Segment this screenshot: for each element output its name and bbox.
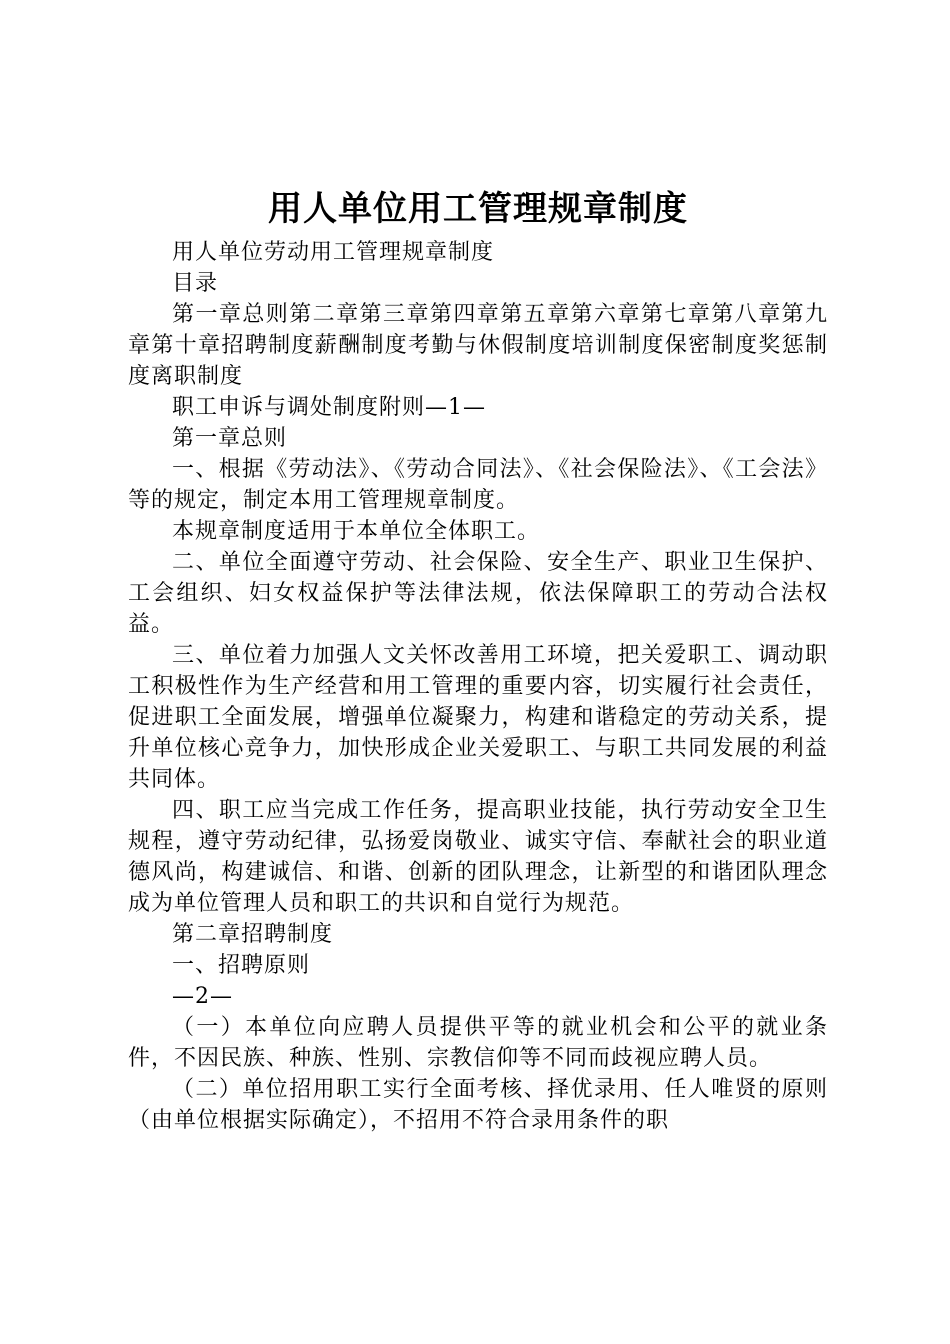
paragraph-article-3: 三、单位着力加强人文关怀改善用工环境，把关爱职工、调动职工积极性作为生产经营和用工管理的重要内容，切实履行社会责任，促进职工全面发展，增强单位凝聚力，构建和谐稳定的劳动关系，提升单位核心竞争力，加快形成企业关爱职工、与职工共同发展的利益共同体。 [128, 643, 828, 792]
chapter-1-heading: 第一章总则 [172, 426, 288, 451]
document-title: 用人单位用工管理规章制度 [268, 189, 688, 229]
paragraph-article-4: 四、职工应当完成工作任务，提高职业技能，执行劳动安全卫生规程，遵守劳动纪律，弘扬爱岗敬业、诚实守信、奉献社会的职业道德风尚，构建诚信、和谐、创新的团队理念，让新型的和谐团队理念成为单位管理人员和职工的共识和自觉行为规范。 [128, 798, 828, 916]
paragraph-toc-appendix: 职工申诉与调处制度附则—1— [172, 395, 486, 420]
section-recruitment-principles: 一、招聘原则 [172, 953, 311, 978]
paragraph-toc-list: 第一章总则第二章第三章第四章第五章第六章第七章第八章第九章第十章招聘制度薪酬制度考勤与休假制度培训制度保密制度奖惩制度离职制度 [128, 302, 828, 389]
paragraph-subtitle: 用人单位劳动用工管理规章制度 [172, 240, 495, 265]
document-page [128, 185, 828, 1136]
paragraph-item-2: （二）单位招用职工实行全面考核、择优录用、任人唯贤的原则（由单位根据实际确定），不招用不符合录用条件的职 [128, 1077, 828, 1133]
paragraph-scope: 本规章制度适用于本单位全体职工。 [172, 519, 541, 544]
paragraph-toc-heading: 目录 [172, 271, 219, 296]
paragraph-article-1: 一、根据《劳动法》、《劳动合同法》、《社会保险法》、《工会法》等的规定，制定本用工管理规章制度。 [128, 457, 828, 513]
chapter-2-heading: 第二章招聘制度 [172, 922, 334, 947]
page-number-marker: —2— [172, 984, 233, 1009]
paragraph-article-2: 二、单位全面遵守劳动、社会保险、安全生产、职业卫生保护、工会组织、妇女权益保护等法律法规，依法保障职工的劳动合法权益。 [128, 550, 828, 637]
paragraph-item-1: （一）本单位向应聘人员提供平等的就业机会和公平的就业条件，不因民族、种族、性别、宗教信仰等不同而歧视应聘人员。 [128, 1015, 828, 1071]
